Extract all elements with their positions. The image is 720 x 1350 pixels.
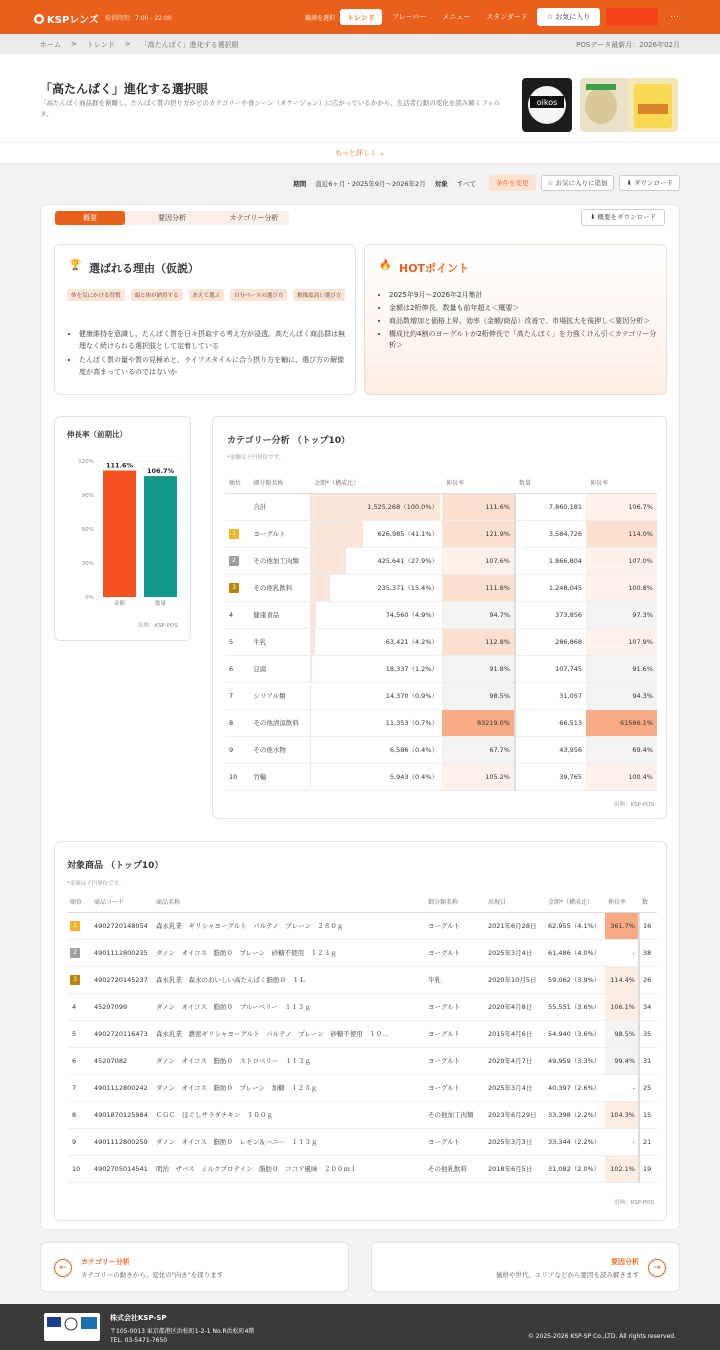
product-code: 4902720116473 (91, 1020, 153, 1047)
category-qty: 3,584,726 (515, 520, 586, 547)
product-category: ヨーグルト (425, 912, 485, 939)
category-source: 出典：KSP-POS (614, 802, 654, 808)
reason-item: • 健康維持を意識し、たんぱく質を日々摂取する考え方が浸透。高たんぱく商品群は無理なく続けられる選択肢として定着している (79, 328, 347, 352)
product-name: ダノン オイコス 脂肪０ ストロベリー １１３ｇ (153, 1047, 425, 1074)
product-code: 45207082 (91, 1047, 153, 1074)
product-name: ダノン オイコス 脂肪０ プレーン 加糖 １２３ｇ (153, 1074, 425, 1101)
category-amount: 5,943（0.4%） (389, 773, 438, 781)
share-bar (310, 764, 311, 790)
product-row[interactable] (67, 939, 657, 966)
category-row (225, 736, 657, 763)
product-amount: 40,397（2.6%） (545, 1074, 605, 1101)
product-row[interactable] (67, 966, 657, 993)
category-row (225, 574, 657, 601)
products-source: 出典：KSP-POS (614, 1200, 654, 1206)
nav-card-title: 要因分析 (611, 1258, 639, 1266)
category-name: その他清涼飲料 (249, 709, 310, 736)
products-table (67, 892, 657, 1183)
product-category: その他加工肉類 (425, 1101, 485, 1128)
category-growth-qty: 114.0% (586, 520, 657, 547)
product-row[interactable] (67, 1047, 657, 1074)
product-growth: 98.5% (605, 1020, 639, 1047)
rank-number: 6 (72, 1056, 77, 1065)
nav-card-category[interactable] (40, 1242, 349, 1292)
y-tick-label: 60% (81, 527, 94, 533)
share-bar (310, 656, 312, 682)
footer-address: 〒105-0013 東京都港区浜松町1-2-1 No.R浜松町4階 (110, 1328, 255, 1335)
rank-number: 8 (72, 1110, 77, 1119)
category-qty: 1,248,045 (515, 574, 586, 601)
category-growth-qty: 91.6% (586, 655, 657, 682)
rank-number: 7 (229, 691, 234, 700)
category-row (225, 628, 657, 655)
category-note: *金額は千円単位です。 (227, 455, 285, 461)
nav-trend[interactable]: トレンド (340, 9, 382, 25)
hot-item: • 商品数増加と価格上昇、効率（金額/商品）改善で、市場拡大を後押し＜要因分析＞ (389, 316, 659, 327)
category-growth: 105.2% (442, 763, 515, 790)
reason-tag: あえて選ぶ (189, 289, 225, 301)
category-growth: 121.9% (442, 520, 515, 547)
product-growth: 99.4% (605, 1047, 639, 1074)
period-value: 直近6ヶ月・2025年9月〜2026年2月 (315, 179, 426, 188)
category-row (225, 655, 657, 682)
category-name: 豆腐 (249, 655, 310, 682)
product-category: 牛乳 (425, 966, 485, 993)
crumb-trend[interactable]: トレンド (86, 41, 115, 49)
category-amount: 11,353（0.7%） (385, 719, 438, 727)
product-qty: 15 (639, 1101, 657, 1128)
category-growth-qty: 106.7% (586, 493, 657, 520)
category-amount: 1,525,268（100.0%） (367, 503, 438, 511)
category-growth-qty: 100.8% (586, 574, 657, 601)
product-code: 4902720148054 (91, 912, 153, 939)
product-code: 4901112800259 (91, 1128, 153, 1155)
favorites-label: お気に入り (555, 13, 591, 21)
product-code: 4902720145237 (91, 966, 153, 993)
y-tick-label: 30% (81, 561, 94, 567)
page-description: 「高たんぱく商品群を俯瞰し、たんぱく質の摂り方がどのカテゴリーや食シーン（オケージョン）に広がっているかから、生活者行動の変化を読み解くフィルタ。 (40, 99, 501, 118)
product-qty: 34 (639, 993, 657, 1020)
more-details-toggle[interactable]: もっと詳しく ⌄ (0, 142, 720, 164)
category-amount: 235,371（15.4%） (377, 584, 438, 592)
bar-amount (103, 471, 136, 597)
category-amount: 74,560（4.9%） (385, 611, 438, 619)
nav-label: 観測を選択 (305, 15, 336, 22)
star-icon: ☆ (546, 13, 556, 21)
share-bar (310, 602, 316, 628)
reason-tag: 解像度高い選び方 (293, 289, 345, 301)
trophy-icon: 🏆 (69, 260, 82, 271)
product-amount: 49,959（3.3%） (545, 1047, 605, 1074)
rank-number: 4 (229, 610, 234, 619)
footer (0, 1304, 720, 1350)
category-name: その他水物 (249, 736, 310, 763)
product-row[interactable] (67, 993, 657, 1020)
category-row (225, 520, 657, 547)
product-code: 45207099 (91, 993, 153, 1020)
col-amount: 金額*（構成比） (310, 473, 442, 493)
col-name: 細分類名称 (249, 473, 310, 493)
breadcrumb (0, 34, 720, 54)
target-tag: 対象 (431, 176, 452, 191)
category-qty: 1,866,804 (515, 547, 586, 574)
col-category: 細分類名称 (425, 892, 485, 912)
product-code: 4902705014541 (91, 1155, 153, 1182)
col-code: 商品コード (91, 892, 153, 912)
product-category: ヨーグルト (425, 939, 485, 966)
growth-title: 伸長率（前期比） (67, 430, 127, 439)
category-row (225, 601, 657, 628)
product-row[interactable] (67, 1128, 657, 1155)
tab-category[interactable]: カテゴリー分析 (229, 214, 279, 222)
col-amount: 金額*（構成比） (545, 892, 605, 912)
category-qty: 373,856 (515, 601, 586, 628)
product-name: 森永乳業 濃密ギリシャヨーグルト パルテノ プレーン 砂糖不使用 １０… (153, 1020, 425, 1047)
nav-flavor[interactable]: フレーバー (391, 13, 427, 21)
product-qty: 19 (639, 1155, 657, 1182)
product-date: 2018年6月5日 (485, 1155, 545, 1182)
nav-card-desc: カテゴリーの動きから、変化の"向き"を探ります (81, 1271, 224, 1279)
product-code: 4901870125984 (91, 1101, 153, 1128)
product-qty: 35 (639, 1020, 657, 1047)
product-category: ヨーグルト (425, 993, 485, 1020)
col-rank: 順位 (67, 892, 91, 912)
category-row (225, 709, 657, 736)
category-row (225, 493, 657, 520)
growth-card (54, 416, 191, 641)
nav-standard[interactable]: スタンダード (486, 13, 528, 21)
category-amount: 425,641（27.9%） (377, 557, 438, 565)
reason-tag: 自分ペースの選び方 (230, 289, 287, 301)
y-tick-label: 120% (78, 459, 94, 465)
product-name: ダノン オイコス 脂肪０ レモン＆ハニー １１３ｇ (153, 1128, 425, 1155)
hot-title: HOTポイント (399, 262, 470, 275)
product-amount: 33,398（2.2%） (545, 1101, 605, 1128)
reasons-list (69, 328, 347, 380)
product-label-oikos: oikos (536, 98, 558, 107)
crumb-sep: > (124, 40, 131, 48)
category-row (225, 682, 657, 709)
pos-updated: POSデータ最新月：2026年02月 (576, 41, 680, 49)
crumb-current: 「高たんぱく」進化する選択眼 (140, 41, 239, 49)
product-image-oikos (522, 78, 572, 132)
period-tag: 期間 (289, 176, 310, 191)
reason-tags (67, 289, 347, 301)
product-growth: 361.7% (605, 912, 639, 939)
crumb-sep: > (71, 40, 77, 48)
hot-item: • 構成比約4割のヨーグルトが2桁伸長で「高たんぱく」を力強くけん引＜カテゴリー分析＞ (389, 329, 659, 351)
product-growth: - (605, 1074, 639, 1101)
products-title: 対象商品 （トップ10） (67, 861, 164, 871)
product-category: ヨーグルト (425, 1020, 485, 1047)
product-amount: 61,486（4.0%） (545, 939, 605, 966)
product-category: ヨーグルト (425, 1074, 485, 1101)
category-qty: 66,513 (515, 709, 586, 736)
product-row[interactable] (67, 1101, 657, 1128)
footer-tel: TEL. 03-5471-7650 (110, 1337, 168, 1344)
page-title: 「高たんぱく」進化する選択眼 (40, 82, 209, 96)
category-name: 竹輪 (249, 763, 310, 790)
nav-menu[interactable]: メニュー (442, 13, 471, 21)
product-name: 明治 ザバス ミルクプロテイン 脂肪０ ココア風味 ２００ｍｌ (153, 1155, 425, 1182)
product-date: 2021年6月28日 (485, 912, 545, 939)
col-qty: 数量 (515, 473, 586, 493)
rank-number: 4 (72, 1002, 77, 1011)
main-nav (340, 9, 534, 25)
product-amount: 55,551（3.6%） (545, 993, 605, 1020)
rank-number: 10 (72, 1164, 81, 1173)
product-date: 2023年6月29日 (485, 1101, 545, 1128)
category-table (225, 473, 657, 791)
category-growth: 91.8% (442, 655, 515, 682)
x-tick-label: 金額 (113, 601, 126, 607)
product-category: ヨーグルト (425, 1047, 485, 1074)
share-bar (310, 710, 311, 736)
category-qty: 43,956 (515, 736, 586, 763)
nav-card-title: カテゴリー分析 (81, 1258, 130, 1266)
main-panel (40, 204, 680, 1230)
hero-section (0, 54, 720, 142)
hot-item: • 2025年9月〜2026年2月集計 (389, 290, 659, 301)
category-growth-qty: 107.9% (586, 628, 657, 655)
category-amount: 18,337（1.2%） (385, 665, 438, 673)
col-product: 商品名称 (153, 892, 425, 912)
category-name: シリアル類 (249, 682, 310, 709)
col-qty: 数 (639, 892, 657, 912)
reasons-card (54, 244, 356, 395)
product-qty: 21 (639, 1128, 657, 1155)
col-growth-qty: 伸長率 (586, 473, 657, 493)
download-overview-button[interactable]: ⬇ 概要をダウンロード (581, 209, 665, 226)
product-row[interactable] (67, 1155, 657, 1182)
category-qty: 286,868 (515, 628, 586, 655)
product-qty: 16 (639, 912, 657, 939)
brand-name: KSPレンズ (47, 15, 99, 26)
product-image-chicken (580, 78, 630, 132)
product-amount: 62,955（4.1%） (545, 912, 605, 939)
tab-overview[interactable]: 概要 (55, 211, 125, 225)
product-row[interactable] (67, 1074, 657, 1101)
product-growth: 104.3% (605, 1101, 639, 1128)
reason-tag: 頭と体が納得する (131, 289, 183, 301)
category-name: 合計 (249, 493, 310, 520)
col-date: 出現日 (485, 892, 545, 912)
favorites-button[interactable] (537, 8, 600, 26)
rank-number: 5 (229, 637, 234, 646)
reason-item: • たんぱく質の量や質の見極めと、ライフスタイルに合う摂り方を軸に、選び方の解像度が高まっているのではないか (79, 354, 347, 378)
hot-points-card (364, 244, 667, 395)
tab-factor[interactable]: 要因分析 (158, 214, 186, 222)
product-qty: 38 (639, 939, 657, 966)
rank-number: 9 (229, 745, 234, 754)
rank-badge: 3 (70, 975, 80, 985)
product-qty: 26 (639, 966, 657, 993)
product-amount: 59,062（3.9%） (545, 966, 605, 993)
product-growth: - (605, 1128, 639, 1155)
share-bar (310, 737, 311, 763)
category-amount: 6,586（0.4%） (389, 746, 438, 754)
col-growth: 伸長率 (442, 473, 515, 493)
category-amount: 626,985（41.1%） (377, 530, 438, 538)
product-date: 2020年10月5日 (485, 966, 545, 993)
category-row (225, 763, 657, 790)
rank-badge: 2 (70, 948, 80, 958)
product-qty: 31 (639, 1047, 657, 1074)
product-amount: 33,344（2.2%） (545, 1128, 605, 1155)
nav-card-factor[interactable] (371, 1242, 680, 1292)
analysis-tabs (55, 211, 289, 225)
category-name: その他加工肉類 (249, 547, 310, 574)
category-qty: 107,745 (515, 655, 586, 682)
x-tick-label: 数量 (154, 601, 167, 607)
product-amount: 54,940（3.6%） (545, 1020, 605, 1047)
category-qty: 7,860,181 (515, 493, 586, 520)
category-qty: 31,057 (515, 682, 586, 709)
rank-badge: 1 (229, 529, 239, 539)
nav-card-desc: 価格や世代、エリアなどから要因を読み解きます (496, 1271, 639, 1279)
category-growth: 83219.0% (442, 709, 515, 736)
category-row (225, 547, 657, 574)
more-icon[interactable]: … (670, 10, 679, 20)
share-bar (310, 683, 311, 709)
category-amount: 14,370（0.9%） (385, 692, 438, 700)
growth-bar-chart (55, 447, 192, 627)
rank-badge: 2 (229, 556, 239, 566)
product-name: ダノン オイコス 脂肪０ プレーン 砂糖不使用 １２３ｇ (153, 939, 425, 966)
category-name: 健康食品 (249, 601, 310, 628)
top-header (0, 0, 720, 34)
service-hours: 提供時間：7:00 - 22:00 (105, 15, 172, 22)
category-growth: 111.6% (442, 493, 515, 520)
y-tick-label: 90% (81, 493, 94, 499)
category-growth: 111.8% (442, 574, 515, 601)
product-date: 2025年3月3日 (485, 1128, 545, 1155)
category-name: ヨーグルト (249, 520, 310, 547)
product-name: 森永乳業 ギリシャヨーグルト パルテノ プレーン ２８０ｇ (153, 912, 425, 939)
rank-number: 6 (229, 664, 234, 673)
footer-copyright: © 2025-2026 KSP-SP Co.,LTD. All rights reserved. (527, 1333, 676, 1340)
reason-tag: 体を気にかける習慣 (67, 289, 125, 301)
product-date: 2020年4月8日 (485, 993, 545, 1020)
change-conditions-button[interactable]: 条件を変更 (489, 175, 536, 191)
category-name: 牛乳 (249, 628, 310, 655)
logo-icon: ● (35, 14, 43, 23)
category-growth-qty: 100.4% (586, 763, 657, 790)
products-note: *金額は千円単位です。 (67, 881, 125, 887)
bar-quantity (144, 476, 177, 597)
product-code: 4901112800235 (91, 939, 153, 966)
product-growth: 106.1% (605, 993, 639, 1020)
category-amount: 63,421（4.2%） (385, 638, 438, 646)
category-growth: 112.8% (442, 628, 515, 655)
product-code: 4901112800242 (91, 1074, 153, 1101)
rank-number: 5 (72, 1029, 77, 1038)
products-card (54, 841, 667, 1221)
category-card (212, 416, 667, 819)
arrow-right-icon: → (648, 1259, 666, 1277)
category-title: カテゴリー分析 （トップ10） (227, 436, 351, 446)
category-growth-qty: 97.3% (586, 601, 657, 628)
hot-list (379, 290, 659, 353)
col-rank: 順位 (225, 473, 249, 493)
share-bar (310, 629, 315, 655)
product-date: 2020年4月7日 (485, 1047, 545, 1074)
bar-value-label: 106.7% (146, 467, 175, 476)
conditions-bar (0, 175, 680, 191)
rank-number: 9 (72, 1137, 77, 1146)
share-bar (310, 548, 346, 574)
footer-company: 株式会社KSP-SP (110, 1314, 167, 1322)
brand-logo[interactable] (34, 11, 99, 26)
growth-source: 出典：KSP-POS (138, 623, 178, 629)
category-growth: 67.7% (442, 736, 515, 763)
category-growth-qty: 61586.1% (586, 709, 657, 736)
category-name: その他乳飲料 (249, 574, 310, 601)
product-name: ダノン オイコス 脂肪０ ブルーベリー １１３ｇ (153, 993, 425, 1020)
hot-item: • 金額は2桁伸長、数量も前年超え＜概要＞ (389, 303, 659, 314)
product-image-other (628, 78, 678, 132)
product-growth: 114.4% (605, 966, 639, 993)
product-row[interactable] (67, 1020, 657, 1047)
account-button[interactable] (606, 8, 658, 26)
rank-badge: 1 (70, 921, 80, 931)
category-qty: 39,765 (515, 763, 586, 790)
product-name: 森永乳業 森永のおいしい高たんぱく脂肪０ １Ｌ (153, 966, 425, 993)
crumb-home[interactable]: ホーム (40, 41, 61, 49)
reasons-title: 選ばれる理由（仮説） (89, 262, 199, 275)
category-growth-qty: 94.3% (586, 682, 657, 709)
category-growth: 107.6% (442, 547, 515, 574)
certification-logos (44, 1313, 100, 1341)
product-name: ＣＧＣ ほぐしサラダチキン １００ｇ (153, 1101, 425, 1128)
product-growth: - (605, 939, 639, 966)
product-row[interactable] (67, 912, 657, 939)
product-date: 2015年4月6日 (485, 1020, 545, 1047)
product-amount: 31,082（2.0%） (545, 1155, 605, 1182)
target-value: すべて (456, 179, 477, 188)
share-bar (310, 575, 330, 601)
flame-icon: 🔥 (379, 260, 392, 271)
product-date: 2025年3月4日 (485, 1074, 545, 1101)
add-favorite-button[interactable]: ☆ お気に入りに追加 (541, 175, 615, 191)
product-category: その他乳飲料 (425, 1155, 485, 1182)
product-date: 2025年3月4日 (485, 939, 545, 966)
download-button[interactable]: ⬇ ダウンロード (619, 175, 680, 191)
category-growth: 98.5% (442, 682, 515, 709)
category-growth-qty: 107.0% (586, 547, 657, 574)
category-growth-qty: 69.4% (586, 736, 657, 763)
product-qty: 25 (639, 1074, 657, 1101)
rank-number: 10 (229, 772, 238, 781)
product-growth: 102.1% (605, 1155, 639, 1182)
arrow-left-icon: ← (54, 1259, 72, 1277)
rank-number: 8 (229, 718, 234, 727)
product-category: ヨーグルト (425, 1128, 485, 1155)
col-growth: 伸長率 (605, 892, 639, 912)
bar-value-label: 111.6% (105, 461, 134, 470)
y-tick-label: 0% (85, 595, 94, 601)
rank-number: 7 (72, 1083, 77, 1092)
share-bar (310, 521, 363, 547)
rank-badge: 3 (229, 583, 239, 593)
category-growth: 94.7% (442, 601, 515, 628)
